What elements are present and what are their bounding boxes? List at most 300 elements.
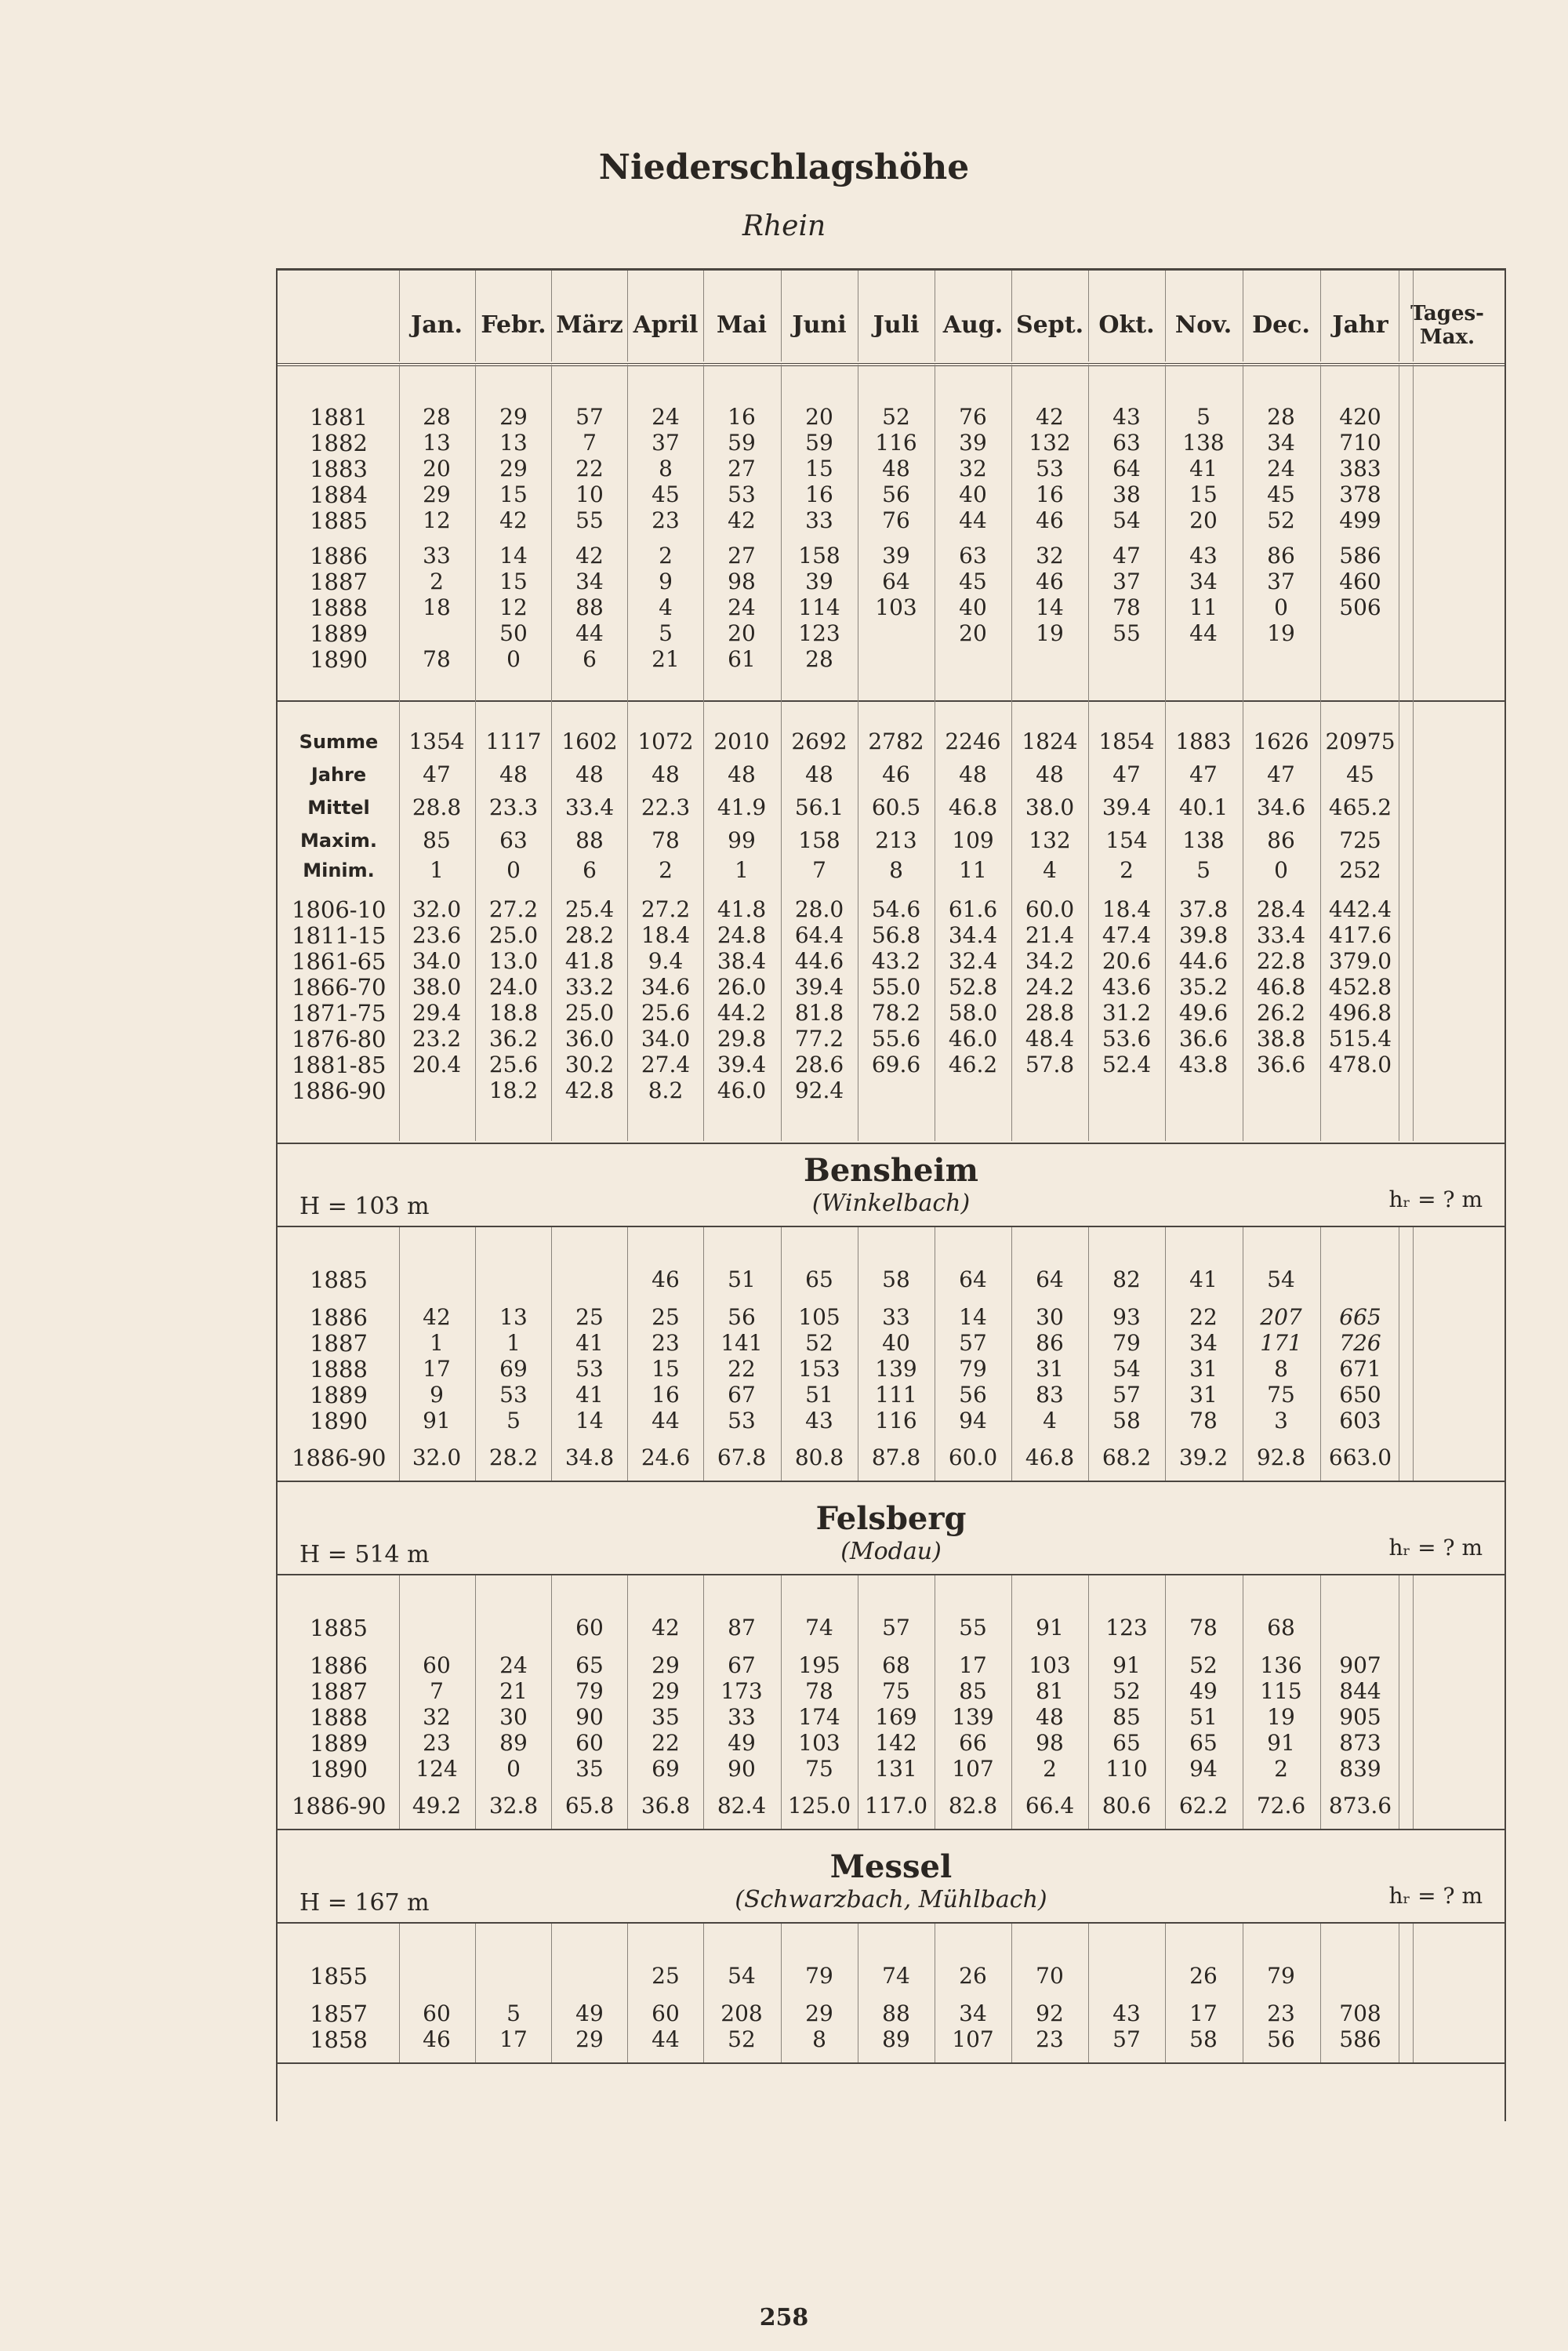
table-cell: 79 — [805, 1963, 833, 1989]
table-cell: 43.6 — [1102, 974, 1152, 1000]
table-cell: 138 — [1182, 827, 1225, 853]
column-rule — [703, 1227, 704, 1481]
column-rule — [1165, 1924, 1166, 2062]
table-cell: 78 — [423, 646, 451, 672]
table-cell: 13 — [499, 1304, 528, 1330]
table-cell: 34.0 — [641, 1026, 691, 1052]
table-cell: 27 — [728, 543, 756, 569]
table-cell: 60 — [423, 1652, 451, 1678]
row-label: 1886 — [310, 1304, 368, 1331]
table-cell: 1 — [506, 1330, 521, 1356]
row-label: 1886-90 — [292, 1793, 387, 1819]
column-header: Tages-Max. — [1410, 302, 1484, 349]
table-cell: 3 — [1274, 1408, 1288, 1433]
table-cell: 46.2 — [948, 1052, 998, 1077]
table-cell: 158 — [798, 827, 840, 853]
table-cell: 29 — [652, 1678, 680, 1704]
table-cell: 710 — [1339, 430, 1381, 456]
column-rule — [551, 1227, 552, 1481]
table-cell: 45 — [1267, 481, 1295, 507]
table-cell: 23 — [1267, 2000, 1295, 2026]
table-cell: 34.0 — [412, 948, 462, 974]
felsberg-height: H = 514 m — [299, 1541, 430, 1568]
table-cell: 7 — [812, 857, 826, 883]
column-rule — [703, 365, 704, 1141]
table-cell: 17 — [499, 2026, 528, 2052]
table-cell: 60 — [652, 2000, 680, 2026]
table-cell: 25 — [652, 1963, 680, 1989]
table-cell: 39 — [959, 430, 987, 456]
table-cell: 91 — [1267, 1730, 1295, 1756]
column-rule — [475, 1924, 476, 2062]
table-cell: 65 — [1112, 1730, 1141, 1756]
table-cell: 82.4 — [717, 1793, 767, 1819]
table-cell: 213 — [875, 827, 917, 853]
table-cell: 109 — [952, 827, 994, 853]
table-cell: 39.8 — [1178, 922, 1229, 948]
table-cell: 132 — [1029, 827, 1071, 853]
column-rule — [627, 1575, 628, 1829]
table-cell: 15 — [499, 481, 528, 507]
table-cell: 0 — [506, 857, 521, 883]
table-cell: 67 — [728, 1652, 756, 1678]
table-cell: 24 — [1267, 456, 1295, 481]
table-cell: 2 — [659, 543, 673, 569]
table-cell: 86 — [1267, 543, 1295, 569]
table-cell: 29 — [499, 404, 528, 430]
table-cell: 18.4 — [1102, 896, 1152, 922]
table-cell: 41.9 — [717, 794, 767, 820]
table-cell: 11 — [959, 857, 987, 883]
table-cell: 24 — [652, 404, 680, 430]
table-cell: 38.4 — [717, 948, 767, 974]
table-cell: 35 — [652, 1704, 680, 1730]
table-cell: 46.8 — [948, 794, 998, 820]
table-cell: 28.2 — [564, 922, 615, 948]
table-cell: 5 — [506, 1408, 521, 1433]
table-cell: 60.5 — [871, 794, 921, 820]
table-cell: 107 — [952, 2026, 994, 2052]
table-cell: 34 — [575, 569, 604, 594]
bensheim-title: Bensheim — [804, 1152, 978, 1189]
table-cell: 252 — [1339, 857, 1381, 883]
table-cell: 80.8 — [794, 1444, 844, 1470]
table-cell: 76 — [959, 404, 987, 430]
table-cell: 2 — [1274, 1756, 1288, 1782]
table-cell: 17 — [423, 1356, 451, 1382]
table-cell: 14 — [959, 1304, 987, 1330]
table-cell: 58 — [1112, 1408, 1141, 1433]
table-cell: 18.4 — [641, 922, 691, 948]
row-label: 1887 — [310, 1678, 368, 1705]
column-header: Nov. — [1174, 311, 1232, 339]
table-cell: 57 — [1112, 1382, 1141, 1408]
table-cell: 29 — [575, 2026, 604, 2052]
table-cell: 78 — [805, 1678, 833, 1704]
table-cell: 98 — [728, 569, 756, 594]
table-cell: 22 — [728, 1356, 756, 1382]
table-cell: 64.4 — [794, 922, 844, 948]
table-cell: 48 — [1036, 761, 1064, 787]
table-cell: 23 — [423, 1730, 451, 1756]
table-cell: 56.1 — [794, 794, 844, 820]
table-cell: 28 — [805, 646, 833, 672]
table-cell: 60 — [423, 2000, 451, 2026]
table-cell: 174 — [798, 1704, 840, 1730]
column-rule — [703, 271, 704, 362]
table-cell: 27 — [728, 456, 756, 481]
table-cell: 87.8 — [871, 1444, 921, 1470]
table-cell: 379.0 — [1328, 948, 1392, 974]
table-cell: 53.6 — [1102, 1026, 1152, 1052]
table-cell: 34 — [959, 2000, 987, 2026]
row-label: 1886-90 — [292, 1077, 387, 1104]
table-cell: 36.6 — [1178, 1026, 1229, 1052]
table-cell: 4 — [1043, 857, 1057, 883]
table-cell: 1824 — [1022, 729, 1078, 754]
table-cell: 31.2 — [1102, 1000, 1152, 1026]
page-subtitle: Rhein — [742, 210, 826, 242]
table-cell: 38 — [1112, 481, 1141, 507]
table-cell: 9 — [430, 1382, 444, 1408]
bensheim-height: H = 103 m — [299, 1193, 430, 1220]
table-cell: 5 — [506, 2000, 521, 2026]
table-cell: 52.8 — [948, 974, 998, 1000]
table-cell: 22.8 — [1256, 948, 1306, 974]
table-cell: 52 — [805, 1330, 833, 1356]
table-rule — [278, 2062, 1504, 2064]
table-cell: 11 — [1189, 594, 1218, 620]
row-label: 1885 — [310, 1266, 368, 1293]
table-cell: 26 — [1189, 1963, 1218, 1989]
table-cell: 171 — [1260, 1330, 1302, 1356]
table-cell: 85 — [959, 1678, 987, 1704]
table-cell: 123 — [1105, 1615, 1148, 1641]
column-header: Jan. — [411, 311, 463, 339]
table-cell: 1883 — [1175, 729, 1232, 754]
column-rule — [1320, 271, 1321, 362]
table-cell: 60.0 — [1025, 896, 1075, 922]
row-label: Minim. — [303, 859, 375, 881]
table-cell: 125.0 — [787, 1793, 851, 1819]
table-cell: 60.0 — [948, 1444, 998, 1470]
table-cell: 39.4 — [717, 1052, 767, 1077]
column-rule — [627, 365, 628, 1141]
table-cell: 132 — [1029, 430, 1071, 456]
table-cell: 207 — [1260, 1304, 1302, 1330]
table-cell: 51 — [805, 1382, 833, 1408]
table-cell: 33 — [882, 1304, 910, 1330]
table-cell: 56 — [959, 1382, 987, 1408]
table-cell: 54 — [728, 1963, 756, 1989]
column-rule — [551, 271, 552, 362]
table-cell: 24.2 — [1025, 974, 1075, 1000]
table-cell: 110 — [1105, 1756, 1148, 1782]
table-cell: 48 — [882, 456, 910, 481]
table-cell: 36.6 — [1256, 1052, 1306, 1077]
table-cell: 43.8 — [1178, 1052, 1229, 1077]
table-cell: 173 — [720, 1678, 763, 1704]
column-rule — [551, 1924, 552, 2062]
row-label: 1890 — [310, 1756, 368, 1782]
column-rule — [627, 1227, 628, 1481]
table-cell: 17 — [959, 1652, 987, 1678]
table-cell: 9.4 — [648, 948, 684, 974]
table-cell: 116 — [875, 430, 917, 456]
table-cell: 24.6 — [641, 1444, 691, 1470]
table-cell: 77.2 — [794, 1026, 844, 1052]
table-cell: 38.0 — [412, 974, 462, 1000]
table-cell: 725 — [1339, 827, 1381, 853]
table-cell: 61 — [728, 646, 756, 672]
table-cell: 83 — [1036, 1382, 1064, 1408]
table-cell: 99 — [728, 827, 756, 853]
table-cell: 48 — [805, 761, 833, 787]
table-cell: 64 — [959, 1266, 987, 1292]
column-rule — [1413, 1227, 1414, 1481]
table-cell: 21 — [499, 1678, 528, 1704]
table-cell: 63 — [499, 827, 528, 853]
table-cell: 55 — [575, 507, 604, 533]
table-cell: 8 — [659, 456, 673, 481]
row-label: Mittel — [307, 797, 370, 819]
table-cell: 52 — [1189, 1652, 1218, 1678]
table-cell: 64 — [1036, 1266, 1064, 1292]
table-cell: 41 — [575, 1382, 604, 1408]
column-rule — [399, 1575, 400, 1829]
table-cell: 92.8 — [1256, 1444, 1306, 1470]
table-cell: 44.6 — [794, 948, 844, 974]
column-rule — [1413, 365, 1414, 1141]
table-cell: 15 — [805, 456, 833, 481]
table-cell: 2 — [1120, 857, 1134, 883]
table-cell: 30 — [1036, 1304, 1064, 1330]
table-cell: 2 — [659, 857, 673, 883]
table-cell: 158 — [798, 543, 840, 569]
table-cell: 26 — [959, 1963, 987, 1989]
row-label: 1886-90 — [292, 1444, 387, 1471]
row-label: 1861-65 — [292, 948, 387, 975]
table-cell: 66.4 — [1025, 1793, 1075, 1819]
table-cell: 65.8 — [564, 1793, 615, 1819]
page-title: Niederschlagshöhe — [598, 147, 970, 187]
table-cell: 78 — [1112, 594, 1141, 620]
table-cell: 839 — [1339, 1756, 1381, 1782]
table-cell: 68 — [882, 1652, 910, 1678]
messel-hr: hᵣ = ? m — [1388, 1883, 1483, 1909]
table-cell: 75 — [805, 1756, 833, 1782]
row-label: 1885 — [310, 1615, 368, 1641]
table-cell: 58.0 — [948, 1000, 998, 1026]
table-cell: 57 — [959, 1330, 987, 1356]
table-cell: 44 — [1189, 620, 1218, 646]
table-cell: 103 — [798, 1730, 840, 1756]
table-cell: 59 — [805, 430, 833, 456]
column-rule — [399, 1227, 400, 1481]
table-cell: 65 — [1189, 1730, 1218, 1756]
table-cell: 24.8 — [717, 922, 767, 948]
column-rule — [627, 1924, 628, 2062]
column-rule — [399, 271, 400, 362]
table-cell: 30.2 — [564, 1052, 615, 1077]
column-rule — [551, 365, 552, 1141]
table-cell: 31 — [1189, 1382, 1218, 1408]
table-cell: 27.4 — [641, 1052, 691, 1077]
table-cell: 32.0 — [412, 896, 462, 922]
table-cell: 87 — [728, 1615, 756, 1641]
table-cell: 94 — [959, 1408, 987, 1433]
table-cell: 75 — [1267, 1382, 1295, 1408]
table-cell: 39.2 — [1178, 1444, 1229, 1470]
row-label: 1888 — [310, 1704, 368, 1731]
table-cell: 57 — [575, 404, 604, 430]
row-label: Summe — [299, 731, 379, 753]
table-cell: 26.2 — [1256, 1000, 1306, 1026]
table-cell: 0 — [506, 1756, 521, 1782]
table-cell: 34 — [1189, 1330, 1218, 1356]
table-cell: 671 — [1339, 1356, 1381, 1382]
column-rule — [1320, 1575, 1321, 1829]
table-cell: 41.8 — [717, 896, 767, 922]
table-cell: 32.0 — [412, 1444, 462, 1470]
table-cell: 124 — [416, 1756, 458, 1782]
table-cell: 141 — [720, 1330, 763, 1356]
table-cell: 47 — [1112, 761, 1141, 787]
table-cell: 142 — [875, 1730, 917, 1756]
column-rule — [1165, 271, 1166, 362]
table-cell: 64 — [1112, 456, 1141, 481]
column-rule — [1088, 365, 1089, 1141]
column-rule — [475, 1575, 476, 1829]
table-cell: 1 — [430, 1330, 444, 1356]
table-cell: 25 — [652, 1304, 680, 1330]
table-cell: 65 — [805, 1266, 833, 1292]
table-cell: 46.8 — [1025, 1444, 1075, 1470]
table-cell: 2692 — [791, 729, 848, 754]
table-cell: 81 — [1036, 1678, 1064, 1704]
row-label: 1883 — [310, 456, 368, 482]
table-cell: 32 — [1036, 543, 1064, 569]
table-cell: 93 — [1112, 1304, 1141, 1330]
table-cell: 63 — [959, 543, 987, 569]
table-cell: 499 — [1339, 507, 1381, 533]
table-cell: 5 — [1196, 404, 1210, 430]
table-cell: 496.8 — [1328, 1000, 1392, 1026]
table-cell: 78.2 — [871, 1000, 921, 1026]
table-cell: 94 — [1189, 1756, 1218, 1782]
table-cell: 116 — [875, 1408, 917, 1433]
table-cell: 67 — [728, 1382, 756, 1408]
table-cell: 32 — [959, 456, 987, 481]
table-cell: 56 — [882, 481, 910, 507]
table-cell: 23.6 — [412, 922, 462, 948]
table-cell: 28.2 — [488, 1444, 539, 1470]
table-cell: 131 — [875, 1756, 917, 1782]
table-cell: 74 — [805, 1615, 833, 1641]
table-cell: 40 — [959, 594, 987, 620]
table-cell: 36.0 — [564, 1026, 615, 1052]
table-cell: 22 — [1189, 1304, 1218, 1330]
table-cell: 52.4 — [1102, 1052, 1152, 1077]
table-cell: 46.0 — [948, 1026, 998, 1052]
table-cell: 25.0 — [488, 922, 539, 948]
table-cell: 29 — [805, 2000, 833, 2026]
table-cell: 29 — [423, 481, 451, 507]
table-cell: 378 — [1339, 481, 1381, 507]
table-cell: 36.2 — [488, 1026, 539, 1052]
table-cell: 169 — [875, 1704, 917, 1730]
table-cell: 42.8 — [564, 1077, 615, 1103]
column-rule — [551, 1575, 552, 1829]
table-cell: 48 — [1036, 1704, 1064, 1730]
row-label: 1889 — [310, 1730, 368, 1757]
table-cell: 46 — [423, 2026, 451, 2052]
table-cell: 90 — [575, 1704, 604, 1730]
table-cell: 1117 — [485, 729, 542, 754]
table-cell: 76 — [882, 507, 910, 533]
row-label: 1882 — [310, 430, 368, 456]
table-cell: 23.2 — [412, 1026, 462, 1052]
table-cell: 8 — [812, 2026, 826, 2052]
table-cell: 154 — [1105, 827, 1148, 853]
table-cell: 29 — [652, 1652, 680, 1678]
row-label: 1858 — [310, 2026, 368, 2053]
column-rule — [1165, 365, 1166, 1141]
table-cell: 650 — [1339, 1382, 1381, 1408]
table-cell: 2 — [1043, 1756, 1057, 1782]
table-cell: 905 — [1339, 1704, 1381, 1730]
table-cell: 63 — [1112, 430, 1141, 456]
table-cell: 82 — [1112, 1266, 1141, 1292]
table-cell: 39 — [882, 543, 910, 569]
table-cell: 40.1 — [1178, 794, 1229, 820]
table-cell: 42 — [728, 507, 756, 533]
column-rule — [475, 1227, 476, 1481]
row-label: 1887 — [310, 569, 368, 595]
column-rule — [703, 1575, 704, 1829]
table-cell: 28.4 — [1256, 896, 1306, 922]
table-cell: 91 — [423, 1408, 451, 1433]
table-cell: 18.2 — [488, 1077, 539, 1103]
table-cell: 21 — [652, 646, 680, 672]
table-cell: 43 — [1189, 543, 1218, 569]
table-cell: 27.2 — [488, 896, 539, 922]
table-cell: 42 — [1036, 404, 1064, 430]
table-cell: 465.2 — [1328, 794, 1392, 820]
table-cell: 48.4 — [1025, 1026, 1075, 1052]
table-cell: 80.6 — [1102, 1793, 1152, 1819]
table-cell: 23.3 — [488, 794, 539, 820]
table-cell: 98 — [1036, 1730, 1064, 1756]
table-cell: 665 — [1339, 1304, 1381, 1330]
table-cell: 92 — [1036, 2000, 1064, 2026]
table-cell: 52 — [728, 2026, 756, 2052]
column-header: Jahr — [1332, 311, 1388, 339]
table-cell: 43 — [805, 1408, 833, 1433]
felsberg-river: (Modau) — [840, 1538, 942, 1565]
table-cell: 88 — [575, 827, 604, 853]
row-label: 1886 — [310, 1652, 368, 1679]
data-table-frame — [276, 268, 1506, 2121]
table-cell: 34 — [1267, 430, 1295, 456]
row-label: 1886 — [310, 543, 368, 569]
table-cell: 14 — [499, 543, 528, 569]
table-cell: 56.8 — [871, 922, 921, 948]
column-rule — [399, 1924, 400, 2062]
table-cell: 52 — [1267, 507, 1295, 533]
table-cell: 79 — [575, 1678, 604, 1704]
table-cell: 89 — [499, 1730, 528, 1756]
